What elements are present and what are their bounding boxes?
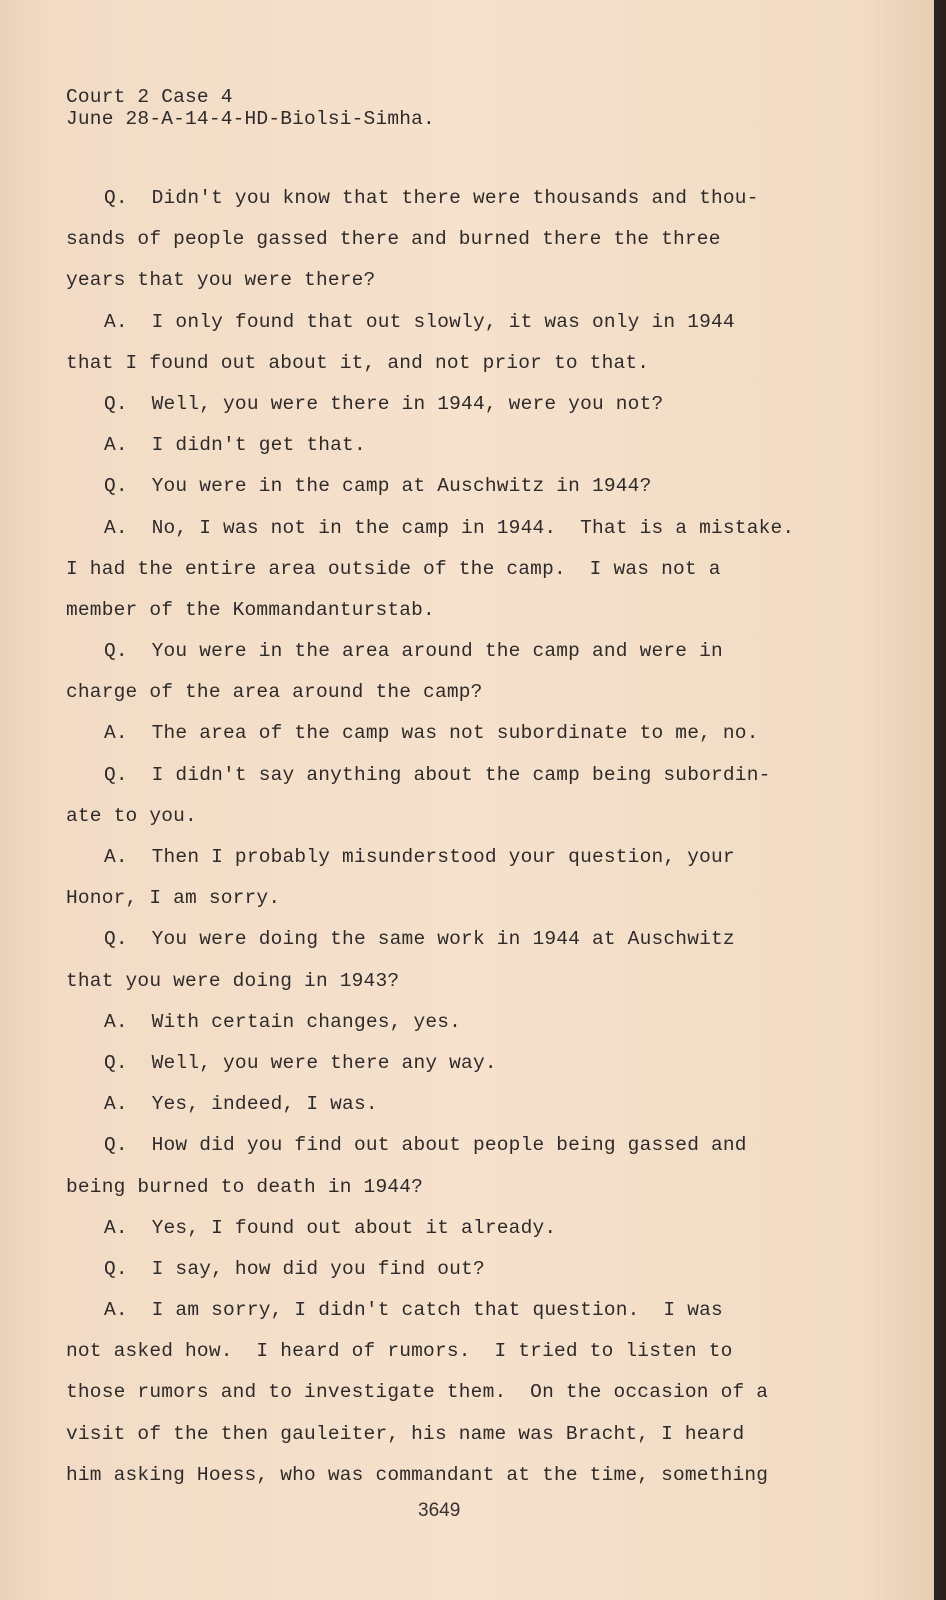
transcript-line: Q. You were doing the same work in 1944 at Auschwitz xyxy=(104,928,735,951)
transcript-line: that you were doing in 1943? xyxy=(66,969,400,992)
page-number: 3649 xyxy=(418,1500,461,1521)
transcript-line: Q. I say, how did you find out? xyxy=(104,1257,485,1280)
transcript-line: A. Yes, indeed, I was. xyxy=(104,1093,378,1116)
transcript-line: those rumors and to investigate them. On the occasion of a xyxy=(66,1381,769,1404)
transcript-line: being burned to death in 1944? xyxy=(66,1175,424,1198)
transcript-line: Q. Well, you were there any way. xyxy=(104,1051,497,1074)
transcript-line: sands of people gassed there and burned there the three xyxy=(66,228,721,251)
transcript-line: years that you were there? xyxy=(66,269,376,292)
transcript-line: charge of the area around the camp? xyxy=(66,681,483,704)
transcript-line: Q. Well, you were there in 1944, were you not? xyxy=(104,392,664,415)
transcript-line: Q. You were in the camp at Auschwitz in 1944? xyxy=(104,475,652,498)
transcript-line: A. With certain changes, yes. xyxy=(104,1010,462,1033)
session-header: June 28-A-14-4-HD-Biolsi-Simha. xyxy=(66,108,435,130)
transcript-line: Q. Didn't you know that there were thousands and thou- xyxy=(104,187,759,209)
transcript-line: him asking Hoess, who was commandant at the time, something xyxy=(66,1463,769,1486)
transcript-line: I had the entire area outside of the camp. I was not a xyxy=(66,557,721,580)
transcript-line: Q. How did you find out about people being gassed and xyxy=(104,1134,747,1157)
transcript-line: not asked how. I heard of rumors. I tried to listen to xyxy=(66,1340,733,1363)
transcript-line: Q. You were in the area around the camp and were in xyxy=(104,640,723,663)
transcript-line: A. I didn't get that. xyxy=(104,434,366,457)
transcript-line: A. I only found that out slowly, it was only in 1944 xyxy=(104,310,735,333)
transcript-line: A. The area of the camp was not subordinate to me, no. xyxy=(104,722,759,745)
transcript-line: A. Yes, I found out about it already. xyxy=(104,1216,557,1239)
transcript-line: ate to you. xyxy=(66,804,197,827)
case-header: Court 2 Case 4 xyxy=(66,86,233,108)
transcript-line: member of the Kommandanturstab. xyxy=(66,598,435,621)
transcript-line: that I found out about it, and not prior to that. xyxy=(66,351,650,374)
header-block xyxy=(66,86,866,130)
transcript-line: visit of the then gauleiter, his name was Bracht, I heard xyxy=(66,1422,745,1445)
transcript-body xyxy=(66,178,886,1496)
transcript-line: A. No, I was not in the camp in 1944. That is a mistake. xyxy=(104,516,795,539)
transcript-line: Honor, I am sorry. xyxy=(66,887,281,910)
transcript-line: Q. I didn't say anything about the camp being subordin- xyxy=(104,763,771,786)
transcript-line: A. Then I probably misunderstood your question, your xyxy=(104,846,735,868)
transcript-line: A. I am sorry, I didn't catch that question. I was xyxy=(104,1299,723,1322)
